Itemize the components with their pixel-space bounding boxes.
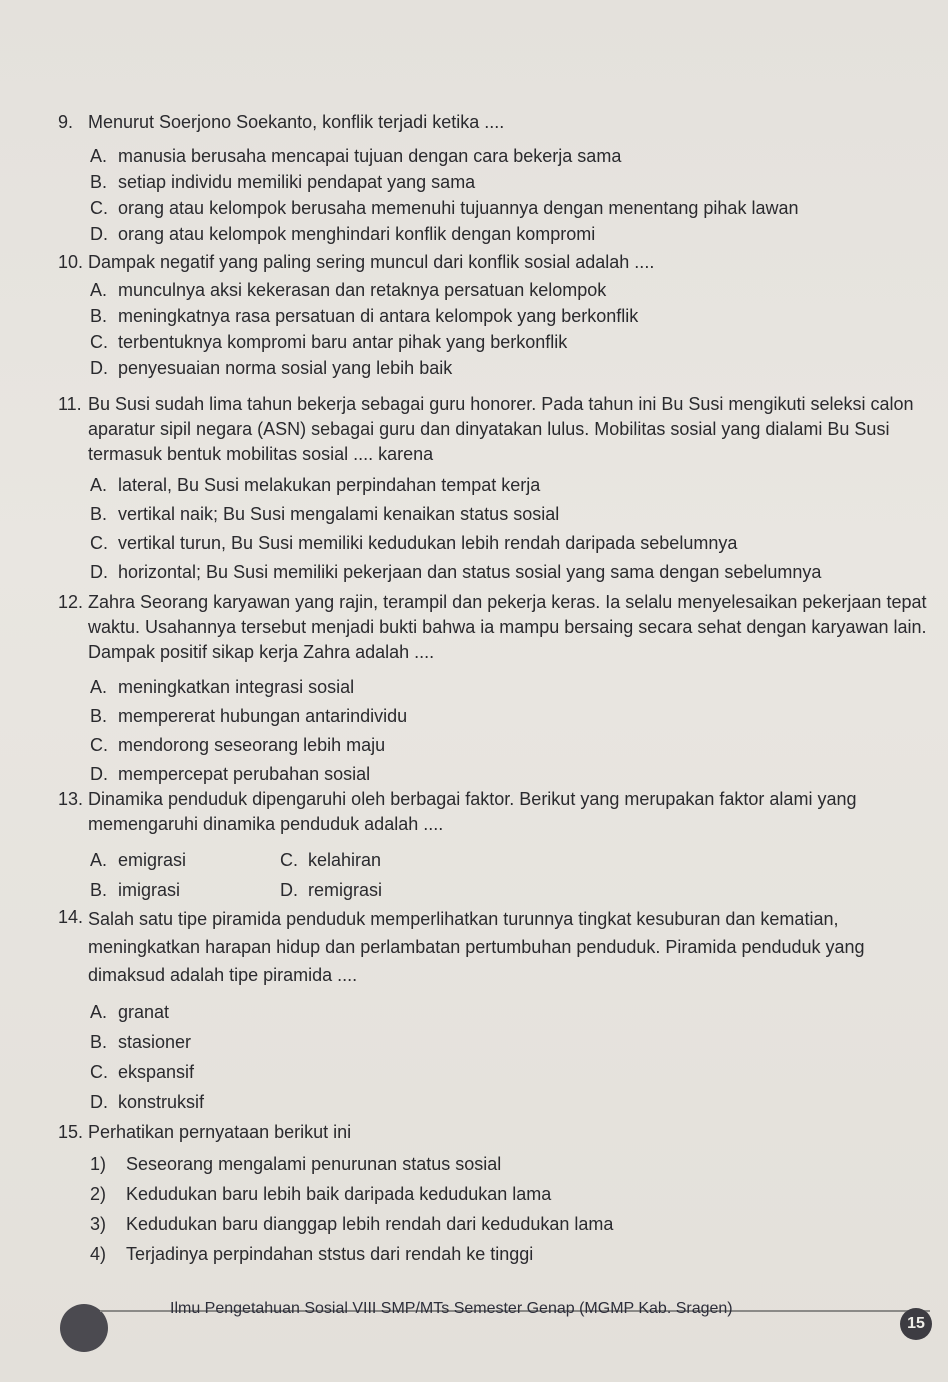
option [90,221,928,247]
option-letter: A. [90,146,108,166]
option-letter: C. [90,198,108,218]
option [90,355,928,381]
option-text: kelahiran [308,850,382,870]
option-text: vertikal turun, Bu Susi memiliki kedudukan lebih rendah daripada sebelumnya [118,533,738,553]
option-text: meningkatnya rasa persatuan di antara kelompok yang berkonflik [118,306,639,326]
option-letter: D. [90,358,108,378]
question-number: 10. [58,252,84,272]
option-text: manusia berusaha mencapai tujuan dengan cara bekerja sama [118,146,622,166]
option-letter: D. [90,764,108,784]
question-text: Dampak negatif yang paling sering muncul dari konflik sosial adalah .... [88,252,655,272]
option [90,169,928,195]
question-number: 9. [58,112,74,132]
option-letter: D. [90,1092,108,1112]
option-text: imigrasi [118,880,181,900]
option [90,845,280,875]
question-stem [58,1120,928,1145]
statement-number: 3) [90,1214,107,1234]
option [90,760,928,789]
statement [90,1239,928,1269]
question-10 [58,250,928,381]
statement-text: Seseorang mengalami penurunan status sosial [126,1154,502,1174]
question-stem [58,787,928,837]
option-text: vertikal naik; Bu Susi mengalami kenaikan status sosial [118,504,560,524]
question-stem [58,250,928,275]
statement-number: 2) [90,1184,107,1204]
option [90,329,928,355]
option-text: ekspansif [118,1062,195,1082]
option-letter: B. [90,504,108,524]
option [90,1057,928,1087]
option [90,702,928,731]
option-letter: A. [90,1002,108,1022]
option [90,1087,928,1117]
question-number: 14. [58,907,84,927]
option-letter: C. [90,533,108,553]
option-letter: B. [90,706,108,726]
page-footer [0,1292,948,1362]
option-text: setiap individu memiliki pendapat yang sama [118,172,476,192]
option [90,277,928,303]
question-stem [58,110,928,135]
option [90,195,928,221]
question-13 [58,787,928,905]
question-text: Zahra Seorang karyawan yang rajin, terampil dan pekerja keras. Ia selalu menyelesaikan pekerjaan tepat waktu. Usahannya tersebut menjadi bukti bahwa ia mampu bersaing secara sehat dengan karyawan lain. Dampak positif sikap kerja Zahra adalah .... [88,592,927,662]
option-letter: D. [90,224,108,244]
question-text: Dinamika penduduk dipengaruhi oleh berbagai faktor. Berikut yang merupakan faktor alami yang memengaruhi dinamika penduduk adalah .... [88,789,857,834]
statement [90,1179,928,1209]
option-letter: B. [90,172,108,192]
option-letter: C. [90,735,108,755]
option-text: mempercepat perubahan sosial [118,764,371,784]
option-text: horizontal; Bu Susi memiliki pekerjaan dan status sosial yang sama dengan sebelumnya [118,562,822,582]
option [90,731,928,760]
question-number: 13. [58,789,84,809]
statement-text: Kedudukan baru dianggap lebih rendah dari kedudukan lama [126,1214,614,1234]
option-letter: C. [90,1062,108,1082]
option-text: lateral, Bu Susi melakukan perpindahan tempat kerja [118,475,541,495]
question-14 [58,905,928,1117]
question-text: Bu Susi sudah lima tahun bekerja sebagai guru honorer. Pada tahun ini Bu Susi mengikuti seleksi calon aparatur sipil negara (ASN) sebagai guru dan dinyatakan lulus. Mobilitas sosial yang dialami Bu Susi termasuk bentuk mobilitas sosial .... karena [88,394,914,464]
option [90,471,928,500]
statement [90,1209,928,1239]
question-text: Perhatikan pernyataan berikut ini [88,1122,352,1142]
option [90,529,928,558]
question-11 [58,392,928,587]
option [90,997,928,1027]
statement-number: 1) [90,1154,107,1174]
option-text: penyesuaian norma sosial yang lebih baik [118,358,453,378]
option-text: stasioner [118,1032,192,1052]
option [90,303,928,329]
question-number: 11. [58,394,82,414]
page-number: 15 [900,1308,932,1340]
option-text: mendorong seseorang lebih maju [118,735,386,755]
question-12 [58,590,928,789]
footer-text: Ilmu Pengetahuan Sosial VIII SMP/MTs Semester Genap (MGMP Kab. Sragen) [170,1300,733,1317]
option [90,1027,928,1057]
option [90,673,928,702]
question-text: Menurut Soerjono Soekanto, konflik terjadi ketika .... [88,112,505,132]
option-letter: B. [90,880,108,900]
option-letter: A. [90,677,108,697]
option-text: remigrasi [308,880,383,900]
option-letter: A. [90,475,108,495]
option-text: granat [118,1002,170,1022]
question-number: 15. [58,1122,84,1142]
question-stem [58,590,928,665]
option [90,875,280,905]
option-text: munculnya aksi kekerasan dan retaknya persatuan kelompok [118,280,607,300]
statement-text: Kedudukan baru lebih baik daripada kedudukan lama [126,1184,552,1204]
statement [90,1149,928,1179]
question-stem [58,392,928,467]
option-letter: A. [90,280,108,300]
question-9 [58,110,928,247]
option-letter: B. [90,1032,108,1052]
option-letter: A. [90,850,108,870]
statement-number: 4) [90,1244,107,1264]
option [90,143,928,169]
option-letter: D. [280,880,298,900]
question-15 [58,1120,928,1269]
question-number: 12. [58,592,84,612]
option-text: orang atau kelompok menghindari konflik dengan kompromi [118,224,596,244]
question-text: Salah satu tipe piramida penduduk memperlihatkan turunnya tingkat kesuburan dan kematian, meningkatkan harapan hidup dan perlambatan pertumbuhan penduduk. Piramida penduduk yang dimaksud adalah tipe piramida .... [88,909,865,985]
question-stem [58,905,928,989]
option-letter: C. [280,850,298,870]
option-text: konstruksif [118,1092,205,1112]
option-letter: D. [90,562,108,582]
option [280,845,480,875]
option [90,558,928,587]
option-text: terbentuknya kompromi baru antar pihak yang berkonflik [118,332,568,352]
statement-text: Terjadinya perpindahan ststus dari rendah ke tinggi [126,1244,534,1264]
option [90,500,928,529]
option-text: emigrasi [118,850,187,870]
option-letter: B. [90,306,108,326]
option-letter: C. [90,332,108,352]
option-text: orang atau kelompok berusaha memenuhi tujuannya dengan menentang pihak lawan [118,198,799,218]
option-text: mempererat hubungan antarindividu [118,706,408,726]
option [280,875,480,905]
option-text: meningkatkan integrasi sosial [118,677,355,697]
